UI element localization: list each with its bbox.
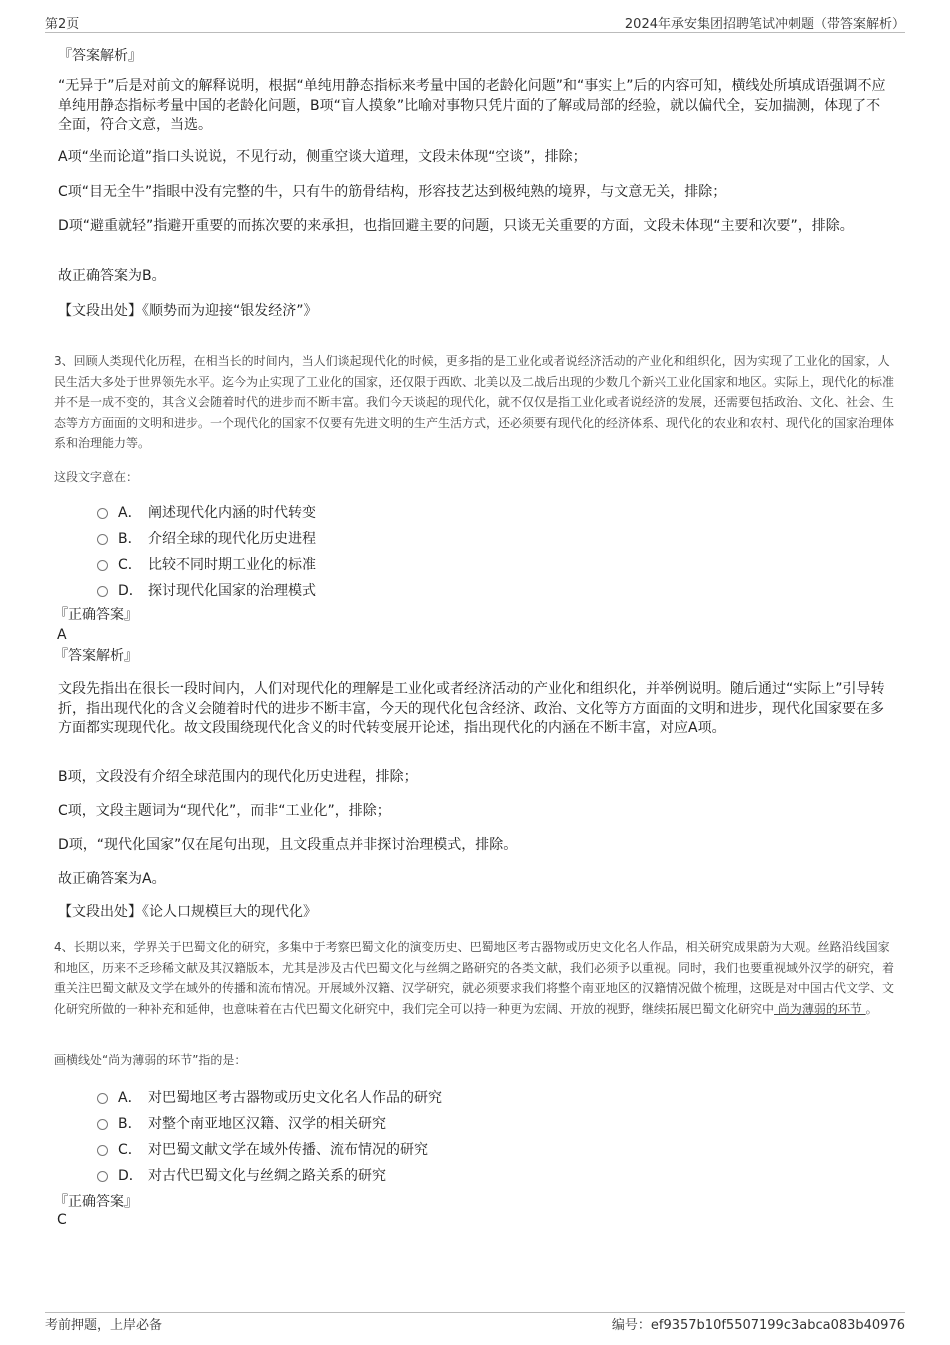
underlined-phrase: 尚为薄弱的环节 bbox=[774, 1001, 866, 1016]
q3-option-c[interactable]: C． 比较不同时期工业化的标准 bbox=[97, 554, 316, 574]
answer-value: C bbox=[57, 1212, 67, 1228]
radio-icon[interactable] bbox=[97, 560, 108, 571]
analysis-option-a: A项“坐而论道”指口头说说，不见行动，侧重空谈大道理，文段未体现“空谈”，排除； bbox=[58, 149, 587, 165]
answer-label: 『正确答案』 bbox=[54, 1194, 138, 1210]
conclusion: 故正确答案为A。 bbox=[58, 871, 166, 887]
radio-icon[interactable] bbox=[97, 1093, 108, 1104]
question-4-prompt: 画横线处“尚为薄弱的环节”指的是： bbox=[54, 1053, 247, 1067]
answer-value: A bbox=[57, 627, 67, 643]
q3-option-b[interactable]: B． 介绍全球的现代化历史进程 bbox=[97, 528, 316, 548]
footer-divider bbox=[45, 1312, 905, 1313]
analysis-option-b: B项，文段没有介绍全球范围内的现代化历史进程，排除； bbox=[58, 769, 418, 785]
q3-option-d[interactable]: D． 探讨现代化国家的治理模式 bbox=[97, 580, 316, 600]
question-3-text: 3、回顾人类现代化历程，在相当长的时间内，当人们谈起现代化的时候，更多指的是工业化或者说经济活动的产业化和组织化，因为实现了工业化的国家，人民生活大多处于世界领先水平。迄今为止实现了工业化的国家，还仅限于西欧、北美以及二战后出现的少数几个新兴工业化国家和地区。实际上，现代化的标准并不是一成不变的，其含义会随着时代的进步而不断丰富。我们今天谈起的现代化，就不仅仅是指工业化或者说经济的发展，还需要包括政治、文化、社会、生态等方方面面的文明和进步。一个现代化的国家不仅要有先进文明的生产生活方式，还必须要有现代化的经济体系、现代化的农业和农村、现代化的国家治理体系和治理能力等。 bbox=[54, 354, 895, 450]
question-4-text: 4、长期以来，学界关于巴蜀文化的研究，多集中于考察巴蜀文化的演变历史、巴蜀地区考古器物或历史文化名人作品，相关研究成果蔚为大观。丝路沿线国家和地区，历来不乏珍稀文献及其汉籍版本，尤其是涉及古代巴蜀文化与丝绸之路研究的各类文献，我们必须予以重视。同时，我们也要重视域外汉学的研究，着重关注巴蜀文献及文学在域外的传播和流布情况。开展域外汉籍、汉学研究，就必须要求我们将整个南亚地区的汉籍情况做个梳理，这既是对中国古代文学、文化研究所做的一种补充和延伸，也意味着在古代巴蜀文化研究中，我们完全可以持一种更为宏阔、开放的视野，继续拓展巴蜀文化研究中 尚为薄弱的环节 。 bbox=[54, 940, 895, 1016]
q4-option-c[interactable]: C． 对巴蜀文献文学在域外传播、流布情况的研究 bbox=[97, 1139, 428, 1159]
analysis-option-c: C项“目无全牛”指眼中没有完整的牛，只有牛的筋骨结构，形容技艺达到极纯熟的境界，与文意无关，排除； bbox=[58, 184, 727, 200]
source: 【文段出处】《顺势而为迎接“银发经济”》 bbox=[58, 303, 318, 319]
question-3-prompt: 这段文字意在： bbox=[54, 470, 139, 484]
page-number: 第2页 bbox=[45, 17, 80, 32]
radio-icon[interactable] bbox=[97, 1171, 108, 1182]
document-title: 2024年承安集团招聘笔试冲刺题（带答案解析） bbox=[624, 17, 905, 32]
analysis-option-c: C项，文段主题词为“现代化”，而非“工业化”，排除； bbox=[58, 803, 391, 819]
q4-option-d[interactable]: D． 对古代巴蜀文化与丝绸之路关系的研究 bbox=[97, 1165, 386, 1185]
header-divider bbox=[45, 32, 905, 33]
q3-option-a[interactable]: A． 阐述现代化内涵的时代转变 bbox=[97, 502, 316, 522]
source: 【文段出处】《论人口规模巨大的现代化》 bbox=[58, 904, 317, 920]
q4-option-b[interactable]: B． 对整个南亚地区汉籍、汉学的相关研究 bbox=[97, 1113, 386, 1133]
radio-icon[interactable] bbox=[97, 586, 108, 597]
conclusion: 故正确答案为B。 bbox=[58, 268, 166, 284]
analysis-text: 文段先指出在很长一段时间内，人们对现代化的理解是工业化或者经济活动的产业化和组织化，并举例说明。随后通过“实际上”引导转折，指出现代化的含义会随着时代的进步不断丰富，今天的现代化包含经济、政治、文化等方方面面的文明和进步，现代化国家要在多方面都实现现代化。故文段围绕现代化含义的时代转变展开论述，指出现代化的内涵在不断丰富，对应A项。 bbox=[58, 681, 885, 736]
analysis-label: 『答案解析』 bbox=[54, 648, 138, 664]
radio-icon[interactable] bbox=[97, 508, 108, 519]
analysis-text: “无异于”后是对前文的解释说明，根据“单纯用静态指标来考量中国的老龄化问题”和“事实上”后的内容可知，横线处所填成语强调不应单纯用静态指标考量中国的老龄化问题，B项“盲人摸象”比喻对事物只凭片面的了解或局部的经验，就以偏代全，妄加揣测，体现了不全面，符合文意，当选。 bbox=[58, 78, 886, 133]
radio-icon[interactable] bbox=[97, 534, 108, 545]
document-id: 编号：ef9357b10f5507199c3abca083b40976 bbox=[611, 1318, 905, 1333]
radio-icon[interactable] bbox=[97, 1145, 108, 1156]
analysis-option-d: D项“避重就轻”指避开重要的而拣次要的来承担，也指回避主要的问题，只谈无关重要的方面，文段未体现“主要和次要”，排除。 bbox=[58, 218, 854, 234]
analysis-option-d: D项，“现代化国家”仅在尾句出现，且文段重点并非探讨治理模式，排除。 bbox=[58, 837, 518, 853]
footer-slogan: 考前押题，上岸必备 bbox=[45, 1318, 163, 1333]
analysis-label: 『答案解析』 bbox=[58, 48, 142, 64]
radio-icon[interactable] bbox=[97, 1119, 108, 1130]
q4-option-a[interactable]: A． 对巴蜀地区考古器物或历史文化名人作品的研究 bbox=[97, 1087, 442, 1107]
answer-label: 『正确答案』 bbox=[54, 607, 138, 623]
